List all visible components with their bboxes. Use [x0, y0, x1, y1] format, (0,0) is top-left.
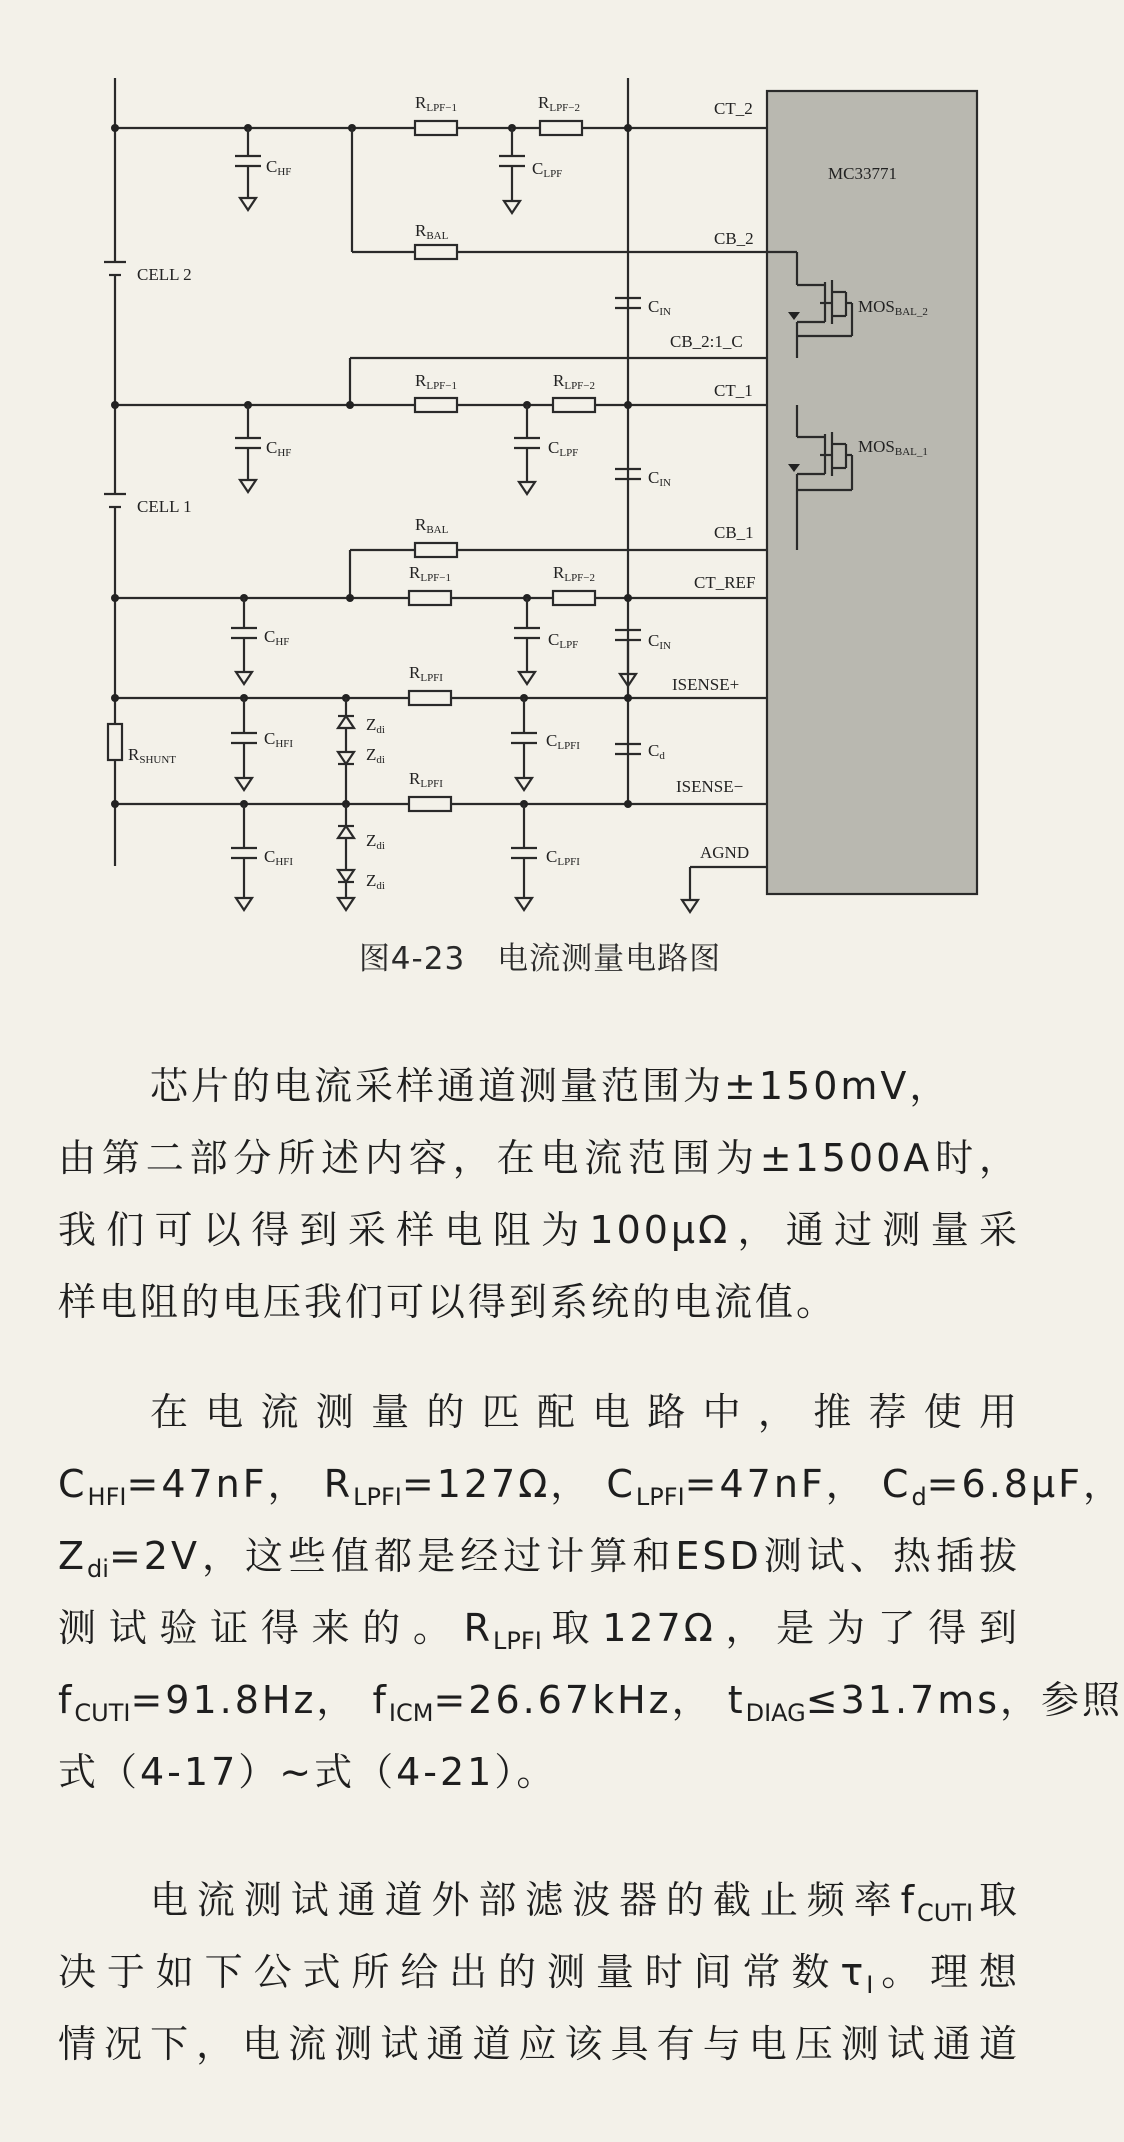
chip-name: MC33771 — [828, 164, 897, 183]
p1-line-4: 样电阻的电压我们可以得到系统的电流值。 — [58, 1280, 838, 1324]
zdi-label-4: Zdi — [366, 871, 385, 892]
p3-line-2: 决于如下公式所给出的测量时间常数$\tau_I$。理想 — [58, 1950, 1020, 1999]
pin-cb1: CB_1 — [714, 523, 754, 542]
p3-line-1: 电流测试通道外部滤波器的截止频率$f_{CUTI}$取 — [150, 1878, 1020, 1927]
rbal-label-1: RBAL — [415, 221, 449, 242]
p2-line-6: 式（4-17）~式（4-21）。 — [58, 1750, 558, 1794]
pin-isense-plus: ISENSE+ — [672, 675, 740, 694]
mos-bal-1-label: MOSBAL_1 — [858, 437, 928, 458]
zdi-label-2: Zdi — [366, 745, 385, 766]
chfi-label-2: CHFI — [264, 847, 294, 868]
cd-label: Cd — [648, 741, 665, 762]
rlpf1-label-3: RLPF−1 — [409, 563, 452, 584]
pin-ct1: CT_1 — [714, 381, 753, 400]
circuit-diagram — [0, 0, 1080, 960]
chf-label-3: CHF — [264, 627, 290, 648]
p2-line-2: $C_{HFI}=47nF$， $R_{LPFI}=127\Omega$， $C_{LPFI}=47nF$， $C_d=6.8\mu F$， — [58, 1462, 1124, 1511]
rbal-label-2: RBAL — [415, 515, 449, 536]
pin-isense-minus: ISENSE− — [676, 777, 744, 796]
chf-label-2: CHF — [266, 438, 292, 459]
paragraph-1 — [58, 1050, 1020, 1338]
paragraph-2 — [58, 1376, 1124, 1808]
left-rail — [104, 78, 126, 866]
p2-line-1: 在电流测量的匹配电路中，推荐使用 — [150, 1390, 1020, 1434]
pin-ctref: CT_REF — [694, 573, 756, 592]
cell2-label: CELL 2 — [137, 265, 192, 284]
p1-line-3: 我们可以得到采样电阻为100μΩ，通过测量采 — [58, 1208, 1020, 1252]
clpf-label-3: CLPF — [548, 630, 579, 651]
clpf-label-1: CLPF — [532, 159, 563, 180]
isense-minus-net — [111, 797, 767, 910]
rlpf1-label-1: RLPF−1 — [415, 93, 458, 114]
chfi-label-1: CHFI — [264, 729, 294, 750]
rlpf2-label-1: RLPF−2 — [538, 93, 581, 114]
clpfi-label-2: CLPFI — [546, 847, 580, 868]
zdi-label-3: Zdi — [366, 831, 385, 852]
pin-agnd: AGND — [700, 843, 750, 862]
p1-line-1: 芯片的电流采样通道测量范围为±150mV， — [150, 1064, 951, 1108]
figure-caption: 图4-23 电流测量电路图 — [358, 941, 722, 977]
pin-cb2: CB_2 — [714, 229, 754, 248]
pin-ct2: CT_2 — [714, 99, 753, 118]
mos-bal-2-label: MOSBAL_2 — [858, 297, 928, 318]
rlpfi-label-2: RLPFI — [409, 769, 443, 790]
paragraph-3 — [58, 1864, 1020, 2080]
cin-label-2: CIN — [648, 468, 671, 489]
rlpf2-label-3: RLPF−2 — [553, 563, 596, 584]
p2-line-5: $f_{CUTI}=91.8Hz$， $f_{ICM}=26.67kHz$， $t_{DIAG}\le 31.7ms$，参照 — [58, 1678, 1124, 1727]
cell1-label: CELL 1 — [137, 497, 192, 516]
clpf-label-2: CLPF — [548, 438, 579, 459]
clpfi-label-1: CLPFI — [546, 731, 580, 752]
p3-line-3: 情况下，电流测试通道应该具有与电压测试通道 — [58, 2022, 1020, 2066]
rlpfi-label-1: RLPFI — [409, 663, 443, 684]
shunt-label: RSHUNT — [128, 745, 177, 766]
p1-line-2: 由第二部分所述内容，在电流范围为±1500A时， — [58, 1136, 1020, 1180]
rlpf1-label-2: RLPF−1 — [415, 371, 458, 392]
zdi-label-1: Zdi — [366, 715, 385, 736]
chip-mc33771 — [767, 91, 977, 894]
p2-line-4: 测试验证得来的。$R_{LPFI}$取127Ω，是为了得到 — [58, 1606, 1020, 1655]
p2-line-3: $Z_{di}=2V$，这些值都是经过计算和ESD测试、热插拔 — [58, 1534, 1020, 1583]
chf-label-1: CHF — [266, 157, 292, 178]
rlpf2-label-2: RLPF−2 — [553, 371, 596, 392]
agnd-net — [682, 867, 767, 912]
cin-label-1: CIN — [648, 297, 671, 318]
pin-cb21c: CB_2:1_C — [670, 332, 743, 351]
cin-label-3: CIN — [648, 631, 671, 652]
